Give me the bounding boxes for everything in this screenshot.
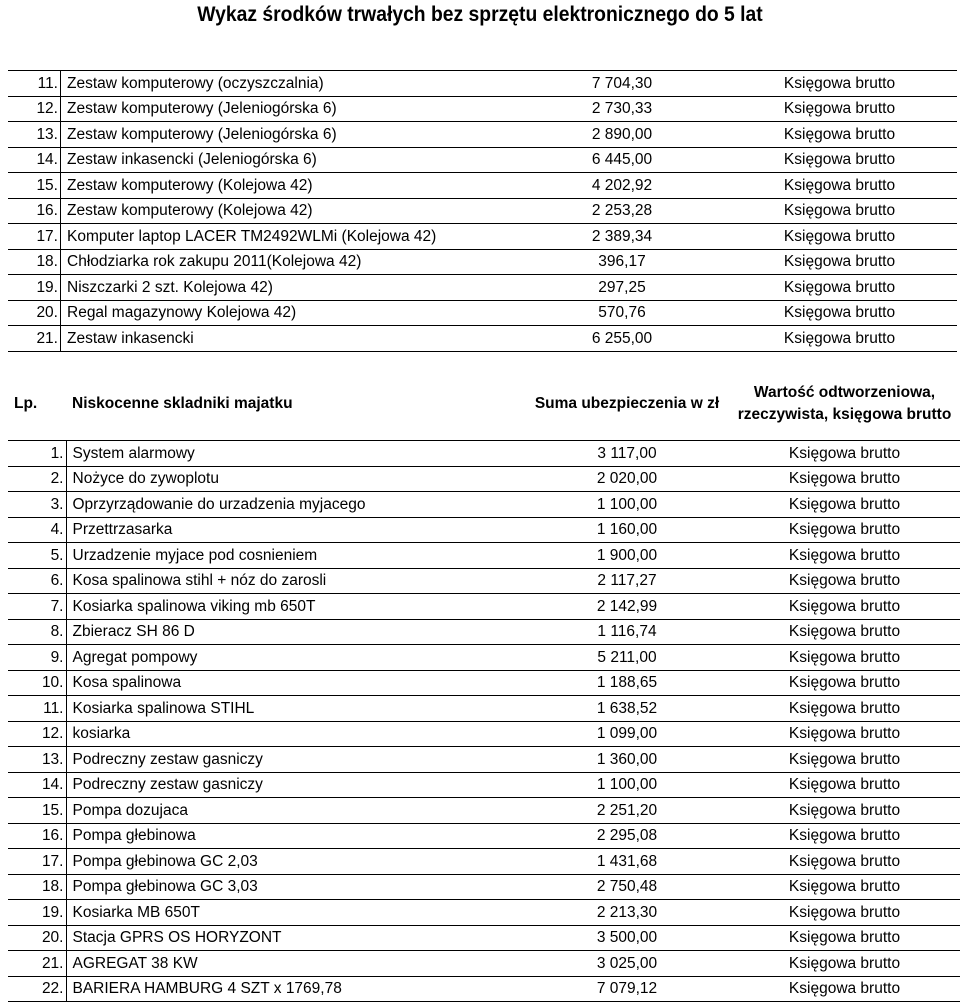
row-sum: 6 445,00 <box>591 151 653 168</box>
row-number: 5. <box>8 543 66 569</box>
row-number: 19. <box>8 900 66 926</box>
row-sum: 2 020,00 <box>596 470 658 487</box>
row-sum: 7 704,30 <box>591 74 653 92</box>
table-row <box>8 198 957 224</box>
row-name: Zestaw komputerowy (Kolejowa 42) <box>67 176 313 194</box>
row-name: Urzadzenie myjace pod cosnieniem <box>72 546 318 564</box>
row-number: 6. <box>8 568 66 594</box>
row-value: Księgowa brutto <box>783 176 896 194</box>
row-value: Księgowa brutto <box>783 100 896 117</box>
row-sum: 2 389,34 <box>591 227 653 245</box>
row-sum: 2 730,33 <box>591 100 653 117</box>
row-name: Zbieracz SH 86 D <box>72 623 195 640</box>
row-number: 17. <box>8 224 61 250</box>
row-number: 15. <box>8 798 66 824</box>
row-sum: 1 160,00 <box>596 521 658 538</box>
row-number: 11. <box>8 696 66 722</box>
row-number: 17. <box>8 849 66 875</box>
table-row <box>8 71 957 97</box>
table-row <box>8 696 960 722</box>
row-name: Niszczarki 2 szt. Kolejowa 42) <box>67 278 273 296</box>
row-value: Księgowa brutto <box>783 227 896 245</box>
row-sum: 1 638,52 <box>596 699 658 717</box>
row-value: Księgowa brutto <box>783 202 896 219</box>
row-name: Zestaw komputerowy (Kolejowa 42) <box>67 202 313 219</box>
row-sum: 7 079,12 <box>596 980 658 997</box>
row-sum: 1 116,74 <box>597 623 657 640</box>
table-row <box>8 517 960 543</box>
row-sum: 1 100,00 <box>596 776 658 793</box>
row-name: Kosiarka spalinowa STIHL <box>72 699 255 717</box>
row-name: Kosa spalinowa stihl + nóz do zarosli <box>72 572 327 589</box>
row-value: Księgowa brutto <box>788 521 901 538</box>
row-number: 12. <box>8 721 66 747</box>
row-sum: 2 142,99 <box>596 597 658 615</box>
row-number: 22. <box>8 976 66 1002</box>
row-name: Stacja GPRS OS HORYZONT <box>72 929 282 946</box>
row-sum: 2 750,48 <box>596 878 658 895</box>
row-number: 10. <box>8 670 66 696</box>
row-number: 13. <box>8 122 61 148</box>
table-row <box>8 900 960 926</box>
row-number: 16. <box>8 198 61 224</box>
row-sum: 6 255,00 <box>591 329 653 347</box>
row-number: 18. <box>8 249 61 275</box>
row-name: Kosiarka spalinowa viking mb 650T <box>72 597 316 615</box>
row-name: Pompa głebinowa GC 2,03 <box>72 852 258 870</box>
table-row <box>8 466 960 492</box>
row-number: 1. <box>8 441 66 467</box>
table-row <box>8 96 957 122</box>
document-title: Wykaz środków trwałych bez sprzętu elektronicznego do 5 lat <box>197 3 763 26</box>
table-row <box>8 645 960 671</box>
table-header-row <box>8 368 960 441</box>
row-number: 20. <box>8 300 61 326</box>
row-name: Komputer laptop LACER TM2492WLMi (Kolejowa 42) <box>67 227 437 245</box>
table-row <box>8 492 960 518</box>
row-value: Księgowa brutto <box>788 980 901 997</box>
table-row <box>8 721 960 747</box>
row-value: Księgowa brutto <box>783 151 896 168</box>
row-sum: 1 099,00 <box>596 725 658 742</box>
row-value: Księgowa brutto <box>788 852 901 870</box>
row-number: 14. <box>8 772 66 798</box>
row-sum: 2 890,00 <box>591 125 653 143</box>
row-sum: 3 500,00 <box>596 929 658 946</box>
row-name: Zestaw komputerowy (Jeleniogórska 6) <box>67 100 337 117</box>
row-name: System alarmowy <box>72 444 195 462</box>
row-sum: 2 117,27 <box>597 572 657 589</box>
header-name: Niskocenne skladniki majatku <box>72 395 293 412</box>
row-sum: 3 117,00 <box>597 444 657 462</box>
row-sum: 396,17 <box>598 253 646 270</box>
row-sum: 1 188,65 <box>596 674 658 691</box>
row-value: Księgowa brutto <box>788 546 901 564</box>
row-number: 21. <box>8 326 61 352</box>
row-name: Zestaw inkasencki <box>67 329 194 347</box>
row-sum: 2 295,08 <box>596 827 658 844</box>
table-row <box>8 326 957 352</box>
row-sum: 2 251,20 <box>596 801 658 819</box>
row-value: Księgowa brutto <box>788 954 901 972</box>
header-no: Lp. <box>14 395 38 412</box>
row-sum: 1 100,00 <box>596 495 658 513</box>
row-number: 9. <box>8 645 66 671</box>
row-value: Księgowa brutto <box>788 623 901 640</box>
row-name: Regal magazynowy Kolejowa 42) <box>67 304 297 321</box>
table-row <box>8 173 957 199</box>
row-name: kosiarka <box>72 725 131 742</box>
row-number: 8. <box>8 619 66 645</box>
row-value: Księgowa brutto <box>788 929 901 946</box>
row-name: Oprzyrządowanie do urzadzenia myjacego <box>72 495 366 513</box>
row-number: 7. <box>8 594 66 620</box>
row-sum: 1 360,00 <box>596 750 658 768</box>
row-value: Księgowa brutto <box>788 827 901 844</box>
row-name: Zestaw inkasencki (Jeleniogórska 6) <box>67 151 317 168</box>
table-row <box>8 823 960 849</box>
row-name: Nożyce do zywoplotu <box>72 470 219 487</box>
table-row <box>8 849 960 875</box>
row-number: 19. <box>8 275 61 301</box>
row-sum: 3 025,00 <box>596 954 658 972</box>
row-name: Agregat pompowy <box>72 648 198 666</box>
row-sum: 1 900,00 <box>596 546 658 564</box>
row-sum: 1 431,68 <box>596 852 658 870</box>
row-name: AGREGAT 38 KW <box>72 954 198 972</box>
row-sum: 2 253,28 <box>591 202 653 219</box>
table-row <box>8 925 960 951</box>
table-row <box>8 300 957 326</box>
table-row <box>8 275 957 301</box>
row-name: Kosiarka MB 650T <box>72 903 200 921</box>
row-name: Podreczny zestaw gasniczy <box>72 776 263 793</box>
row-value: Księgowa brutto <box>788 903 901 921</box>
row-value: Księgowa brutto <box>783 304 896 321</box>
row-value: Księgowa brutto <box>783 278 896 296</box>
row-value: Księgowa brutto <box>788 750 901 768</box>
row-name: Przettrzasarka <box>72 521 173 538</box>
row-name: Chłodziarka rok zakupu 2011(Kolejowa 42) <box>67 253 362 270</box>
table-row <box>8 619 960 645</box>
row-value: Księgowa brutto <box>783 253 896 270</box>
row-sum: 4 202,92 <box>591 176 653 194</box>
row-number: 21. <box>8 951 66 977</box>
table-row <box>8 594 960 620</box>
table-row <box>8 874 960 900</box>
row-name: Zestaw komputerowy (Jeleniogórska 6) <box>67 125 337 143</box>
row-value: Księgowa brutto <box>788 674 901 691</box>
row-value: Księgowa brutto <box>783 329 896 347</box>
row-number: 14. <box>8 147 61 173</box>
table-row <box>8 441 960 467</box>
row-number: 13. <box>8 747 66 773</box>
row-number: 20. <box>8 925 66 951</box>
row-value: Księgowa brutto <box>788 444 901 462</box>
row-value: Księgowa brutto <box>788 470 901 487</box>
row-number: 4. <box>8 517 66 543</box>
table-row <box>8 951 960 977</box>
header-value: Wartość odtworzeniowa, rzeczywista, księgowa brutto <box>737 384 952 423</box>
fixed-assets-table <box>8 70 957 352</box>
row-name: Zestaw komputerowy (oczyszczalnia) <box>67 74 324 92</box>
row-name: Pompa głebinowa <box>72 827 196 844</box>
row-number: 16. <box>8 823 66 849</box>
row-value: Księgowa brutto <box>783 125 896 143</box>
row-sum: 297,25 <box>598 278 646 296</box>
row-number: 3. <box>8 492 66 518</box>
row-sum: 5 211,00 <box>597 648 657 666</box>
row-name: Podreczny zestaw gasniczy <box>72 750 263 768</box>
row-value: Księgowa brutto <box>788 699 901 717</box>
row-value: Księgowa brutto <box>788 597 901 615</box>
table-row <box>8 670 960 696</box>
row-name: Pompa głebinowa GC 3,03 <box>72 878 258 895</box>
row-sum: 570,76 <box>598 304 646 321</box>
table-row <box>8 249 957 275</box>
table-row <box>8 224 957 250</box>
row-value: Księgowa brutto <box>788 648 901 666</box>
table-row <box>8 568 960 594</box>
table-row <box>8 122 957 148</box>
table-row <box>8 747 960 773</box>
row-value: Księgowa brutto <box>788 776 901 793</box>
row-value: Księgowa brutto <box>788 878 901 895</box>
row-sum: 2 213,30 <box>596 903 658 921</box>
row-number: 12. <box>8 96 61 122</box>
row-value: Księgowa brutto <box>783 74 896 92</box>
row-value: Księgowa brutto <box>788 572 901 589</box>
low-value-assets-table <box>8 368 960 1002</box>
row-number: 11. <box>8 71 61 97</box>
row-number: 2. <box>8 466 66 492</box>
row-number: 18. <box>8 874 66 900</box>
table-row <box>8 798 960 824</box>
row-value: Księgowa brutto <box>788 725 901 742</box>
row-name: Pompa dozujaca <box>72 801 188 819</box>
row-value: Księgowa brutto <box>788 495 901 513</box>
table-row <box>8 147 957 173</box>
row-name: BARIERA HAMBURG 4 SZT x 1769,78 <box>72 980 342 997</box>
header-sum: Suma ubezpieczenia w zł <box>534 395 720 412</box>
row-number: 15. <box>8 173 61 199</box>
row-value: Księgowa brutto <box>788 801 901 819</box>
table-row <box>8 772 960 798</box>
table-row <box>8 543 960 569</box>
row-name: Kosa spalinowa <box>72 674 182 691</box>
